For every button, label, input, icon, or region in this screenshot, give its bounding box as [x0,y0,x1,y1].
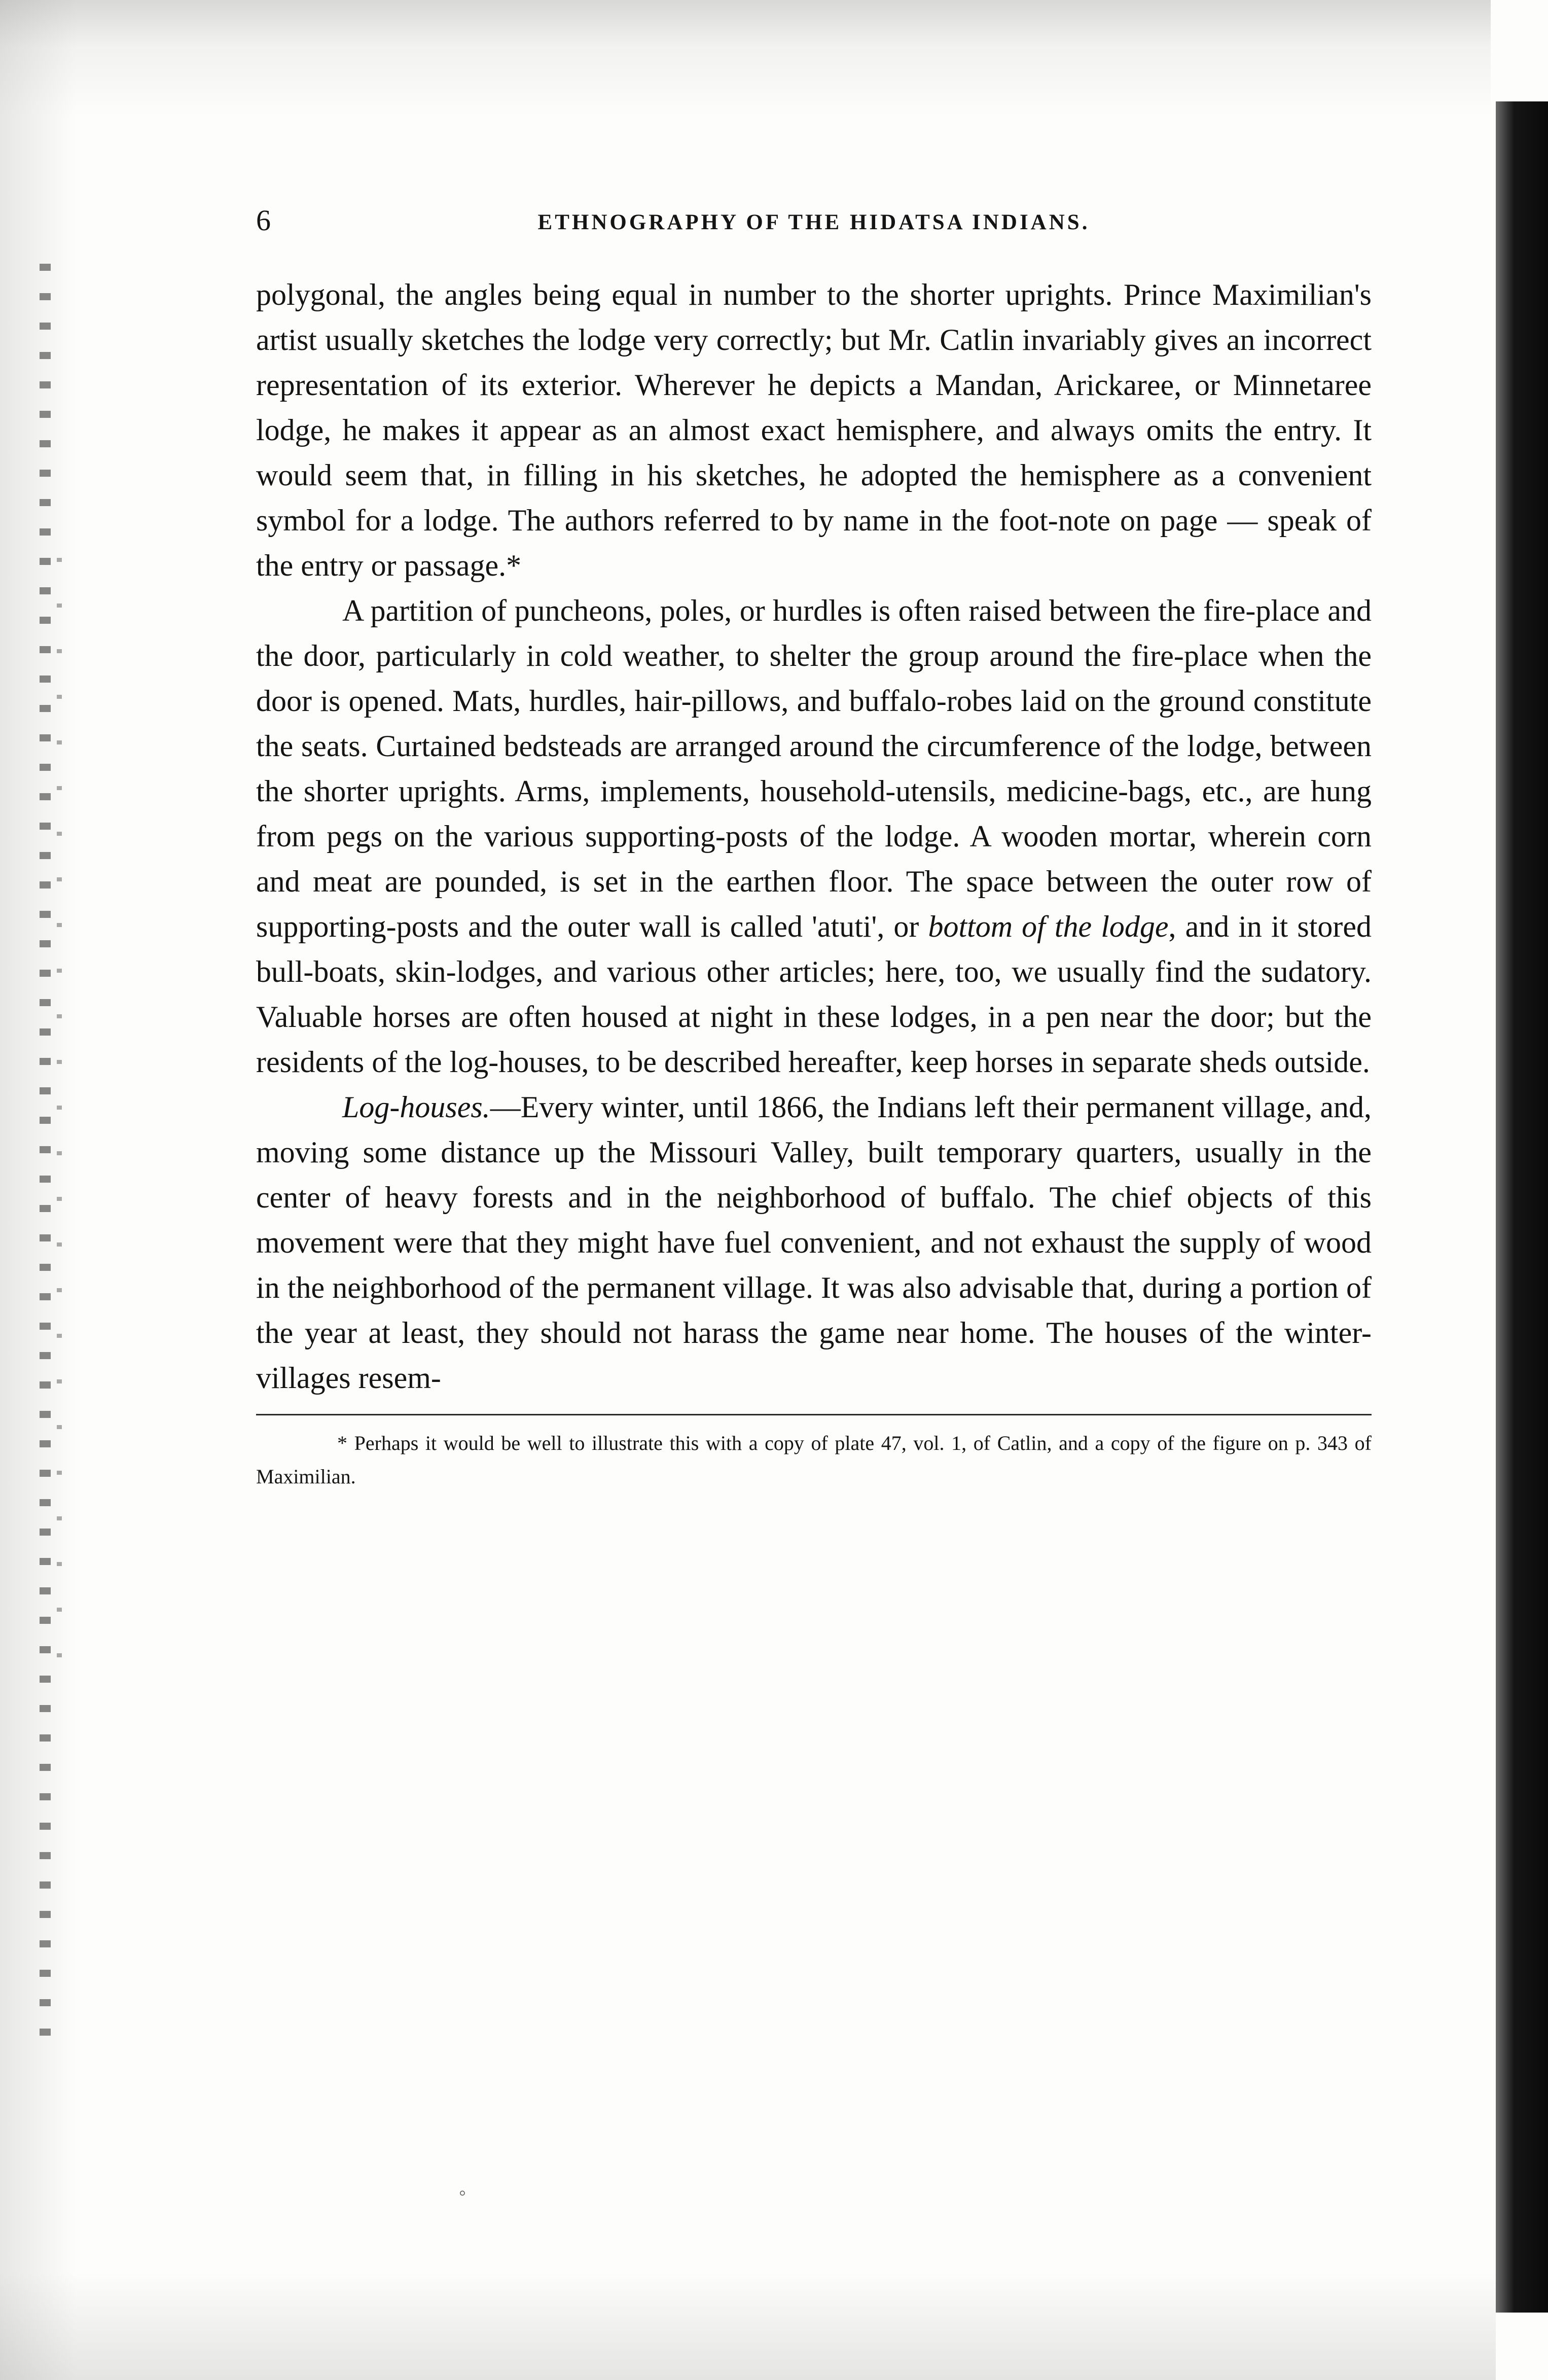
paragraph-2-quote: 'atuti', or [812,910,928,943]
paragraph-3-text: —Every winter, until 1866, the Indians left their permanent village, and, moving some distance up the Missouri Valley, built temporary quarters, usually in the center of heavy forests and in the neighborhood of buffalo. The chief objects of this movement were that they might have fuel convenient, and not exhaust the supply of wood in the neighborhood of the permanent village. It was also advisable that, during a portion of the year at least, they should not harass the game near home. The houses of the winter-villages resem- [256,1090,1372,1395]
running-title: ETHNOGRAPHY OF THE HIDATSA INDIANS. [537,210,1090,234]
footnote-rule [256,1414,1372,1415]
paragraph-2-italic: bottom of the lodge [928,910,1169,943]
paragraph-2 [256,588,1372,1085]
binding-marks-secondary [57,558,62,1674]
book-page [256,200,1372,1494]
paragraph-2-tail: , and in it stored bull-boats, skin-lodges, and various other articles; here, too, we usually find the sudatory. Valuable horses are often housed at night in these lodges, in a pen near the door; but the residents of the log-houses, to be described hereafter, keep horses in separate sheds outside. [256,910,1372,1079]
paragraph-2-text: A partition of puncheons, poles, or hurdles is often raised between the fire-place and the door, particularly in cold weather, to shelter the group around the fire-place when the door is opened. Mats, hurdles, hair-pillows, and buffalo-robes laid on the ground constitute the seats. Curtained bedsteads are arranged around the circumference of the lodge, between the shorter uprights. Arms, implements, household-utensils, medicine-bags, etc., are hung from pegs on the various supporting-posts of the lodge. A wooden mortar, wherein corn and meat are pounded, is set in the earthen floor. The space between the outer row of supporting-posts and the outer wall is called [256,594,1372,943]
stray-ink-mark: ◦ [459,2181,466,2204]
binding-marks [40,264,51,2039]
running-head [256,200,1372,246]
paragraph-3-heading: Log-houses. [342,1090,490,1124]
scan-shadow-bottom [0,2272,1496,2380]
page-number: 6 [256,204,271,237]
paragraph-1-text: polygonal, the angles being equal in number to the shorter uprights. Prince Maximilian's artist usually sketches the lodge very correctly; but Mr. Catlin invariably gives an incorrect representation of its exterior. Wherever he depicts a Mandan, Arickaree, or Minnetaree lodge, he makes it appear as an almost exact hemisphere, and always omits the entry. It would seem that, in filling in his sketches, he adopted the hemisphere as a convenient symbol for a lodge. The authors referred to by name in the foot-note on page — speak of the entry or passage.* [256,278,1372,582]
paragraph-3 [256,1085,1372,1401]
body-text [256,272,1372,1401]
page-edge-shadow [1496,101,1548,2313]
paragraph-1 [256,272,1372,588]
footnote: * Perhaps it would be well to illustrate this with a copy of plate 47, vol. 1, of Catlin, and a copy of the figure on p. 343 of Maximilian. [256,1432,1372,1488]
scan-shadow-top [0,0,1491,117]
scan-shadow-left [0,0,76,2380]
